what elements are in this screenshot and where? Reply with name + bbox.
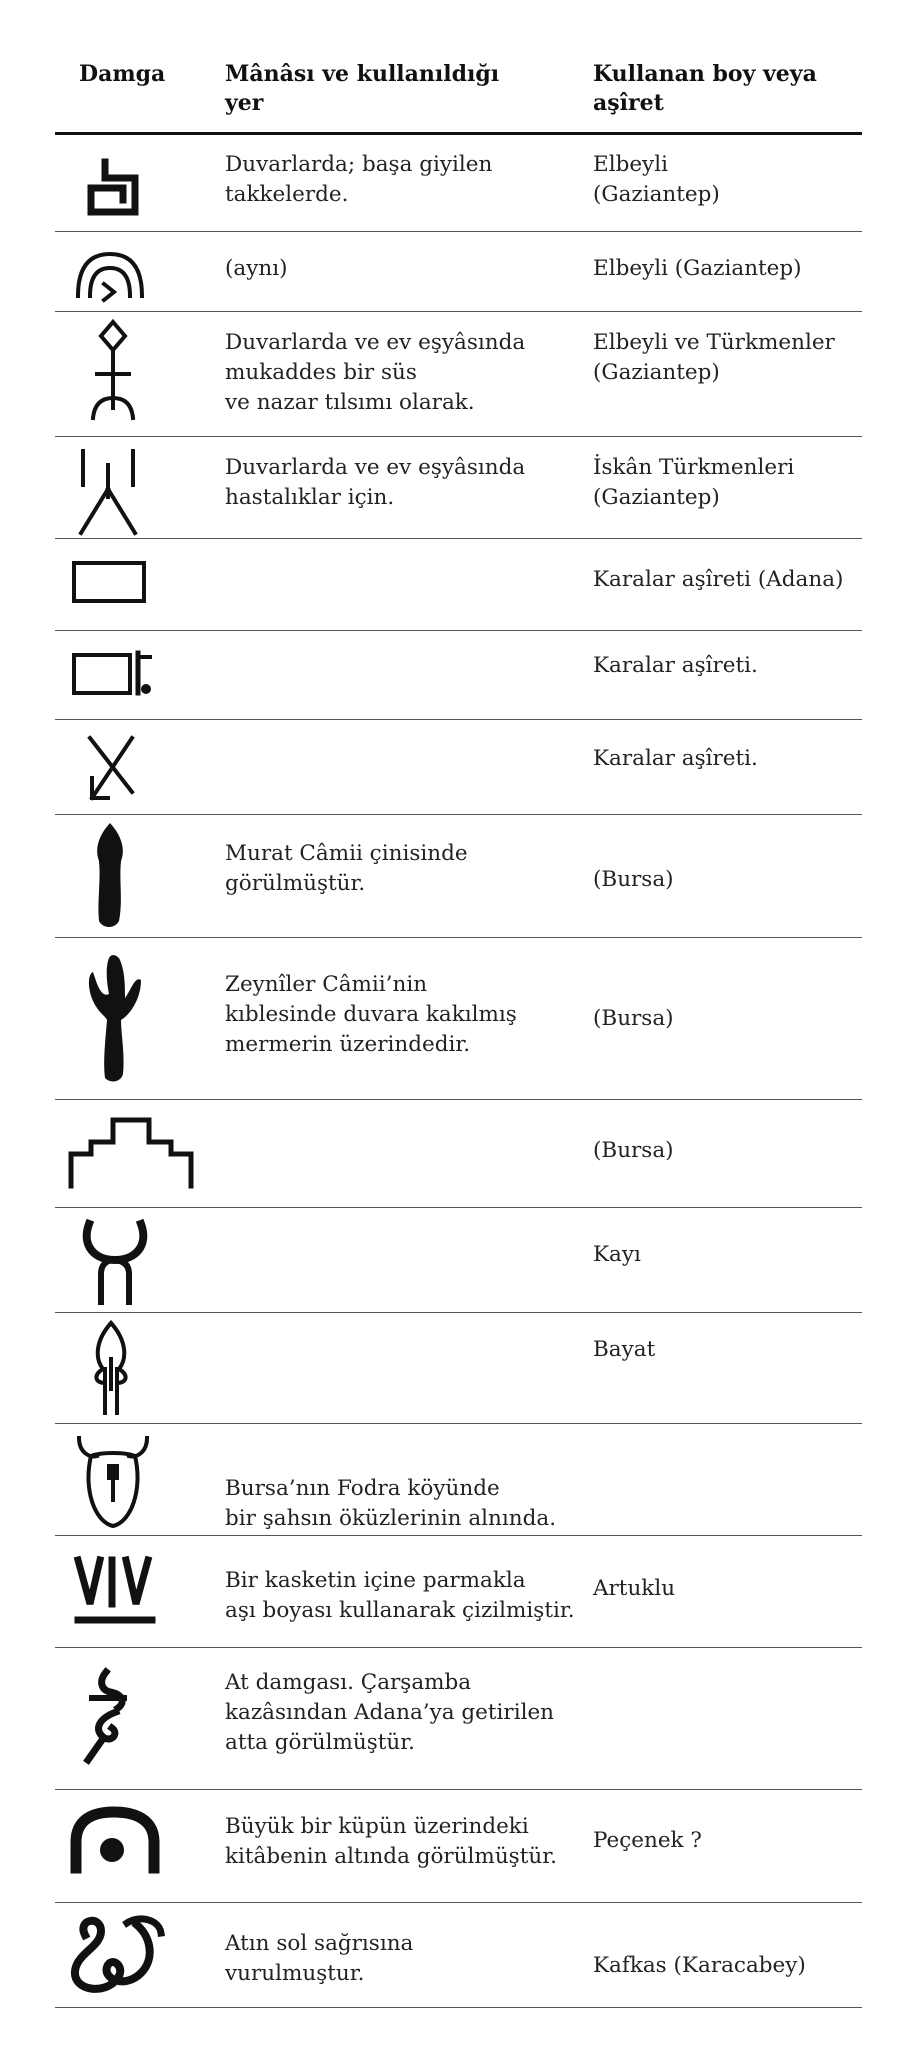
boy-line: Karalar aşîreti.	[593, 653, 758, 678]
boy-cell	[593, 328, 863, 388]
header-boy-line: aşîret	[593, 90, 664, 116]
boy-line: Bayat	[593, 1337, 656, 1362]
boy-line: Kayı	[593, 1242, 641, 1267]
hook-mark-icon	[75, 152, 145, 226]
table-row	[55, 815, 862, 938]
ox-head-icon	[73, 1430, 153, 1534]
mana-cell	[225, 328, 585, 418]
boy-line: (Bursa)	[593, 1138, 674, 1163]
mana-line: Bursa’nın Fodra köyünde	[225, 1476, 500, 1501]
boy-line: Elbeyli ve Türkmenler	[593, 330, 835, 355]
header-mana-line: Mânâsı ve kullanıldığı	[225, 61, 500, 87]
kayi-icon	[75, 1216, 155, 1310]
boy-line: Karalar aşîreti (Adana)	[593, 567, 844, 592]
mana-line: Bir kasketin içine parmakla	[225, 1568, 526, 1593]
table-row	[55, 720, 862, 815]
boy-cell	[593, 865, 863, 895]
mana-line: Atın sol sağrısına	[225, 1931, 414, 1956]
mana-line: Duvarlarda ve ev eşyâsında	[225, 455, 526, 480]
kafkas-icon	[67, 1913, 167, 2007]
mana-line: Duvarlarda; başa giyilen	[225, 152, 493, 177]
mana-line: aşı boyası kullanarak çizilmiştir.	[225, 1598, 575, 1623]
boy-line: (Gaziantep)	[593, 182, 720, 207]
boy-line: Karalar aşîreti.	[593, 746, 758, 771]
boy-cell	[593, 1240, 863, 1270]
arch-arrow-icon	[70, 246, 150, 310]
mana-cell	[225, 970, 585, 1060]
mana-cell	[225, 1812, 585, 1872]
header-damga: Damga	[79, 61, 166, 87]
boy-line: Elbeyli (Gaziantep)	[593, 256, 802, 281]
boy-cell	[593, 1136, 863, 1166]
boy-cell	[593, 1826, 863, 1856]
boy-line: (Gaziantep)	[593, 360, 720, 385]
boy-cell	[593, 254, 863, 284]
mana-line: mukaddes bir süs	[225, 360, 417, 385]
boy-line: Artuklu	[593, 1576, 676, 1601]
mana-cell	[225, 254, 585, 284]
boy-line: Elbeyli	[593, 152, 668, 177]
cactus-icon	[79, 954, 149, 1088]
table-row	[55, 1313, 862, 1424]
tent-lines-icon	[73, 445, 143, 539]
table-row	[55, 539, 862, 631]
table-row	[55, 134, 862, 232]
mana-cell	[225, 1668, 585, 1758]
header-mana	[225, 60, 525, 118]
rectangle-icon	[70, 557, 150, 611]
mana-line: vurulmuştur.	[225, 1961, 365, 1986]
bayat-icon	[81, 1319, 141, 1423]
boy-line: (Gaziantep)	[593, 485, 720, 510]
mana-cell	[225, 839, 585, 899]
boy-line: (Bursa)	[593, 1006, 674, 1031]
mana-line: mermerin üzerindedir.	[225, 1032, 471, 1057]
spearhead-icon	[85, 821, 135, 935]
mana-cell	[225, 453, 585, 513]
table-row	[55, 1100, 862, 1208]
diamond-figure-icon	[83, 318, 143, 432]
mana-line: bir şahsın öküzlerinin alnında.	[225, 1506, 557, 1531]
table-row	[55, 232, 862, 312]
table-row	[55, 312, 862, 437]
mana-line: atta görülmüştür.	[225, 1730, 415, 1755]
mana-line: kazâsından Adana’ya getirilen	[225, 1700, 555, 1725]
table-row	[55, 1648, 862, 1790]
header-boy-line: Kullanan boy veya	[593, 61, 817, 87]
table-row	[55, 1208, 862, 1313]
boy-cell	[593, 744, 863, 774]
header-boy	[593, 60, 853, 118]
mana-cell	[225, 1929, 585, 1989]
mana-line: Zeynîler Câmii’nin	[225, 972, 428, 997]
boy-line: Kafkas (Karacabey)	[593, 1953, 806, 1978]
mana-cell	[225, 1566, 585, 1626]
boy-cell	[593, 1004, 863, 1034]
table-row	[55, 1536, 862, 1648]
mana-line: görülmüştür.	[225, 871, 366, 896]
mana-line: Büyük bir küpün üzerindeki	[225, 1814, 529, 1839]
mana-cell	[225, 1474, 585, 1534]
mana-cell	[225, 150, 585, 210]
boy-line: (Bursa)	[593, 867, 674, 892]
rectangle-bar-icon	[70, 649, 160, 703]
mana-line: ve nazar tılsımı olarak.	[225, 390, 475, 415]
boy-cell	[593, 150, 863, 210]
boy-cell	[593, 1574, 863, 1604]
mana-line: Murat Câmii çinisinde	[225, 841, 468, 866]
crown-letters-icon	[70, 1552, 160, 1636]
table-row	[55, 1903, 862, 2008]
pecenek-icon	[70, 1806, 160, 1880]
table-row	[55, 437, 862, 539]
stepped-frame-icon	[67, 1112, 197, 1196]
table-row	[55, 631, 862, 720]
boy-line: İskân Türkmenleri	[593, 455, 795, 480]
mana-line: kitâbenin altında görülmüştür.	[225, 1844, 557, 1869]
table-row	[55, 1424, 862, 1536]
mana-line: hastalıklar için.	[225, 485, 395, 510]
horse-brand-icon	[80, 1668, 140, 1772]
mana-line: kıblesinde duvara kakılmış	[225, 1002, 517, 1027]
table-row	[55, 1790, 862, 1903]
header-mana-line: yer	[225, 90, 264, 116]
cross-arrow-icon	[80, 732, 140, 806]
boy-cell	[593, 565, 863, 595]
boy-cell	[593, 1951, 863, 1981]
boy-cell	[593, 1335, 863, 1365]
table-row	[55, 938, 862, 1100]
boy-cell	[593, 453, 863, 513]
mana-line: takkelerde.	[225, 182, 349, 207]
mana-line: (aynı)	[225, 256, 288, 281]
mana-line: Duvarlarda ve ev eşyâsında	[225, 330, 526, 355]
boy-line: Peçenek ?	[593, 1828, 702, 1853]
boy-cell	[593, 651, 863, 681]
mana-line: At damgası. Çarşamba	[225, 1670, 472, 1695]
